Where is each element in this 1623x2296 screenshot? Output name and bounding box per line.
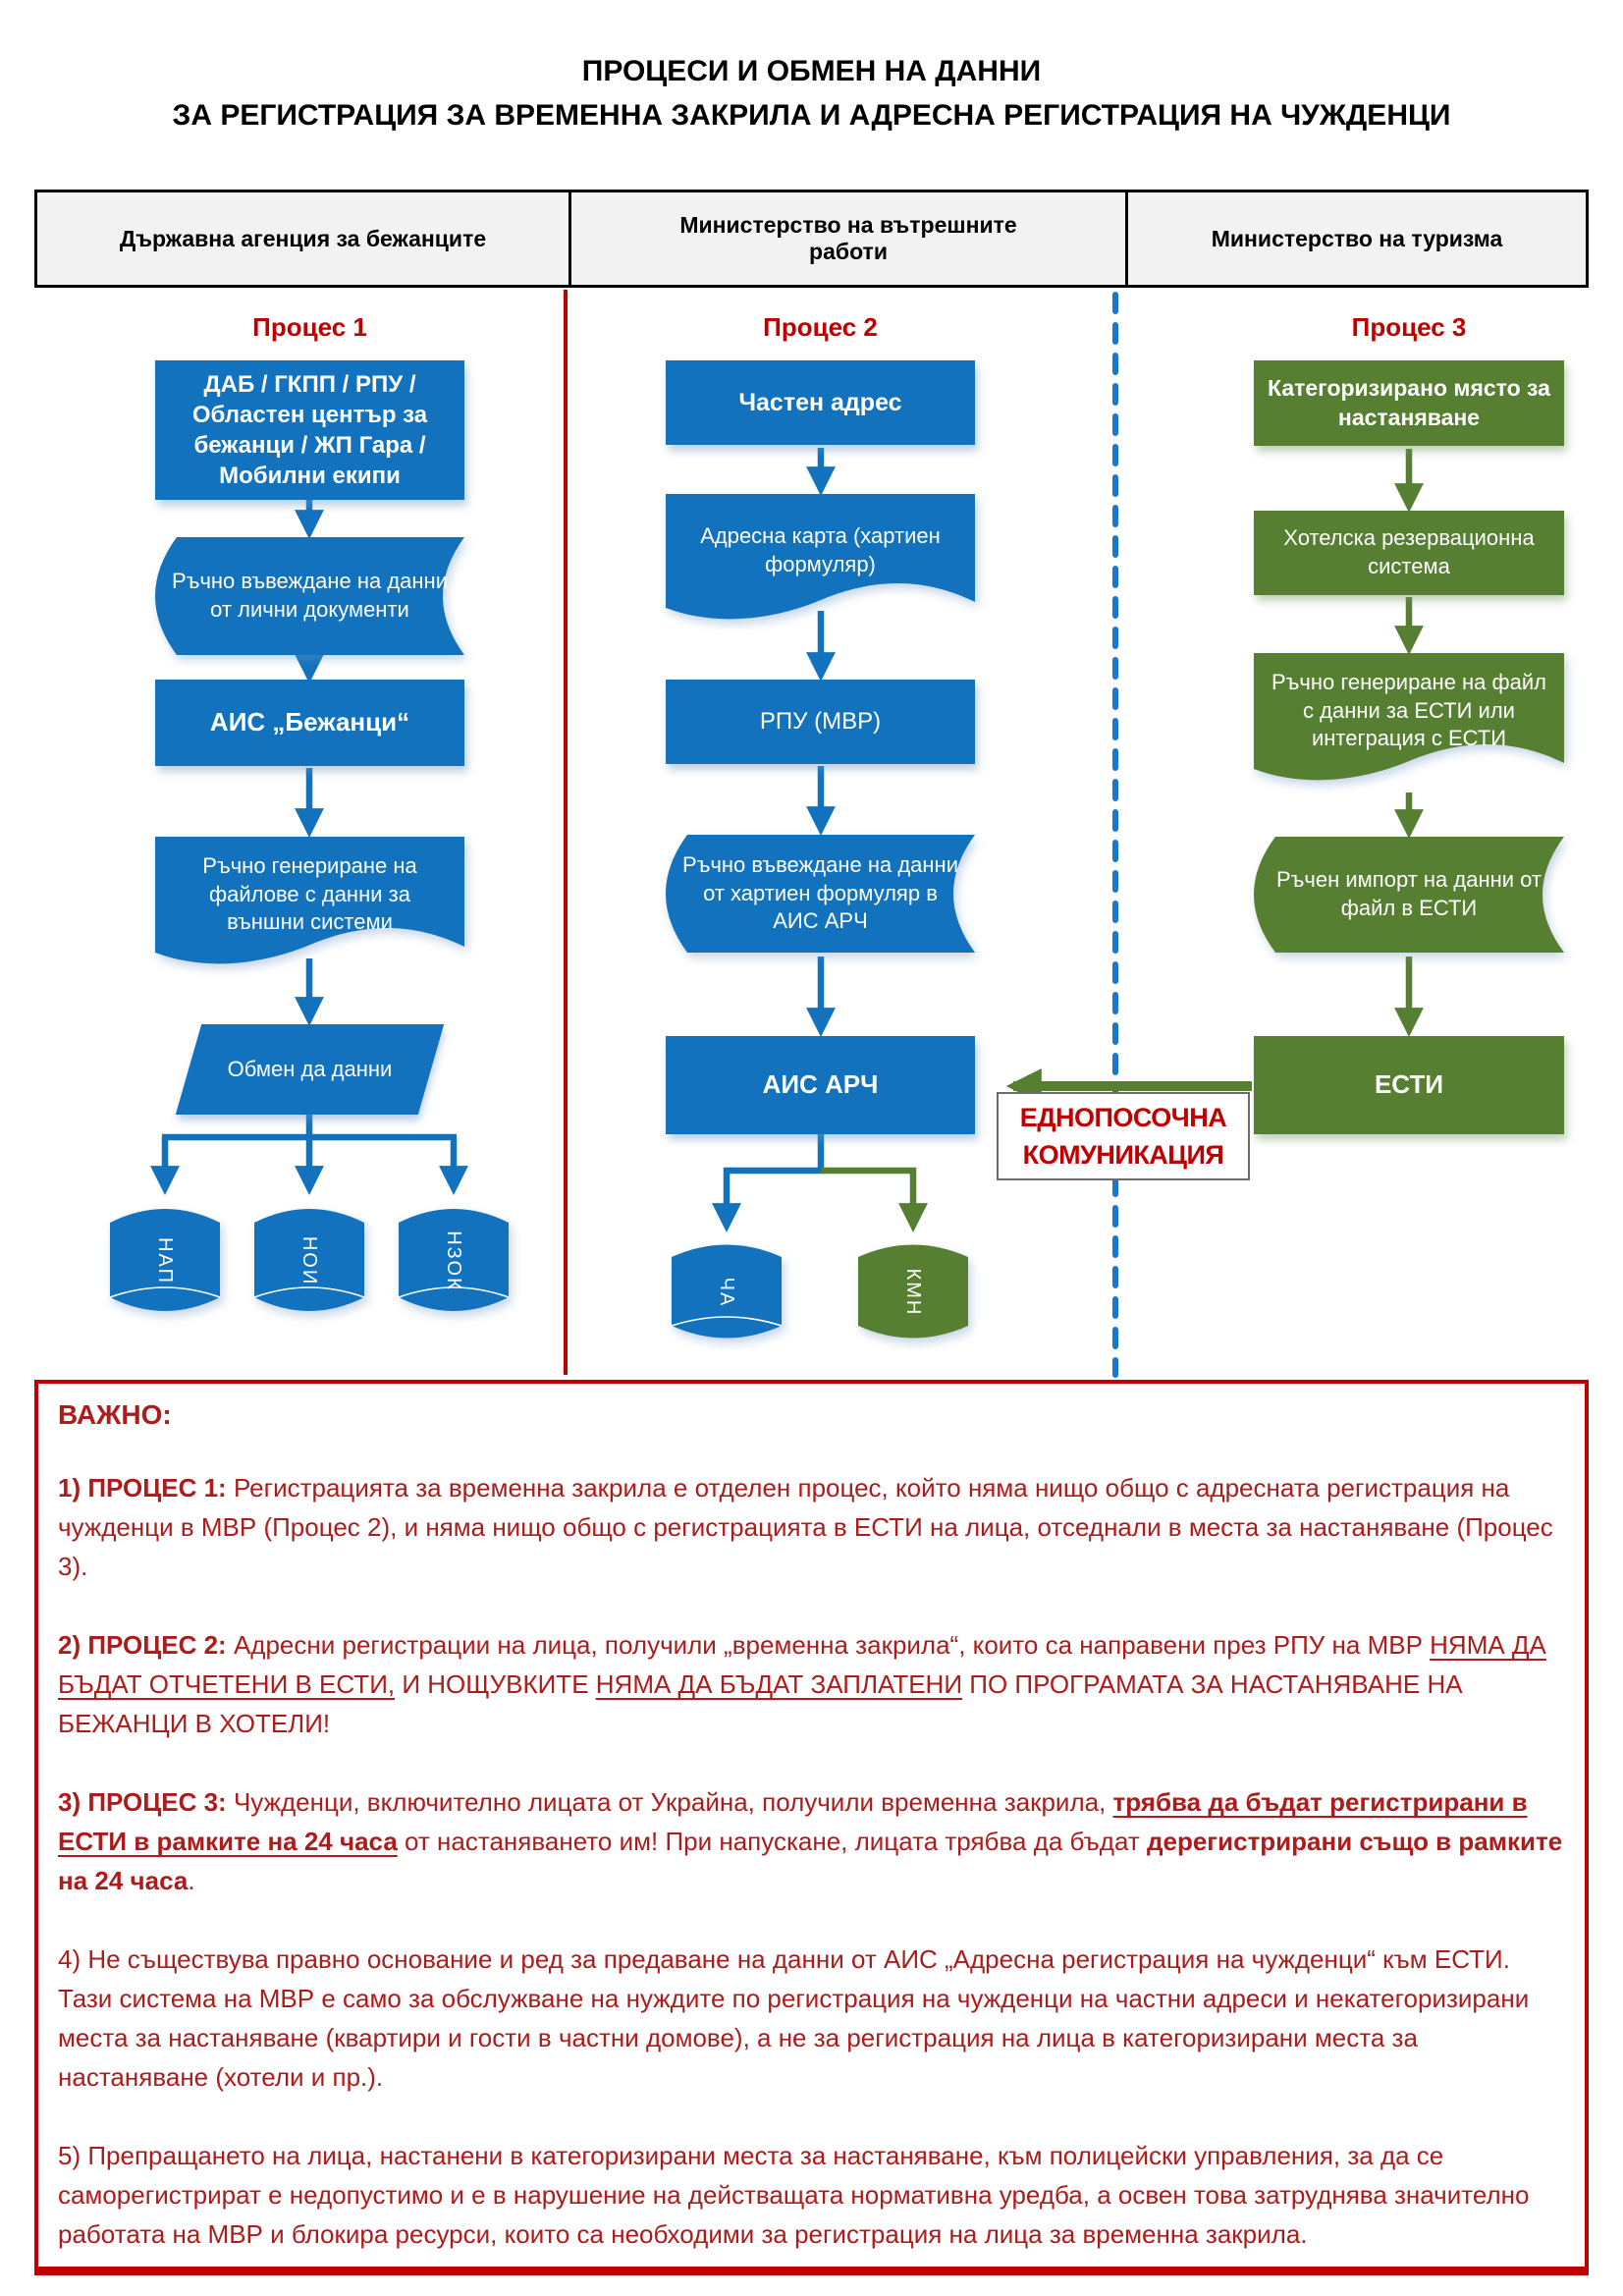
node-label: Ръчно въвеждане на данни от хартиен формуляр в АИС АРЧ: [682, 852, 958, 934]
node-data-exchange: [175, 1024, 445, 1115]
node-label: Ръчно генериране на файл с данни за ЕСТИ или интеграция с ЕСТИ: [1271, 670, 1546, 751]
db-noi: [254, 1203, 364, 1319]
important-box: [34, 1380, 1589, 2275]
db-label: НЗОК: [443, 1230, 465, 1291]
node-hotel-reservation-system: Хотелска резервационна система: [1254, 511, 1564, 595]
callout-line1: ЕДНОПОСОЧНА: [1019, 1103, 1227, 1132]
node-label: Ръчен импорт на данни от файл в ЕСТИ: [1276, 867, 1542, 920]
callout-oneway-communication: [997, 1092, 1250, 1180]
paragraph-note-5: 5) Препращането на лица, настанени в категоризирани места за настаняване, към полицейски управления, за да се саморегистрират е недопустимо и е в нарушение на действащата нормативна уредба, а освен това затруднява значително работата на МВР и блокира ресурси, които са необходими за регистрация на лица за временна закрила.: [58, 2141, 1530, 2249]
process2-title: Процес 2: [763, 312, 878, 342]
node-manual-file-generation: [155, 837, 464, 974]
node-manual-import-esti: [1254, 837, 1564, 953]
page-title-line2: ЗА РЕГИСТРАЦИЯ ЗА ВРЕМЕННА ЗАКРИЛА И АДРЕСНА РЕГИСТРАЦИЯ НА ЧУЖДЕНЦИ: [172, 99, 1451, 132]
process2-kmn-arrow: [821, 1171, 913, 1224]
node-ais-arch: АИС АРЧ: [666, 1036, 975, 1134]
node-label: Ръчно генериране на файлове с данни за външни системи: [202, 853, 417, 935]
node-rpu-mvr: РПУ (МВР): [666, 680, 975, 764]
paragraph-process-2: 2) ПРОЦЕС 2: Адресни регистрации на лица, получили „временна закрила“, които са направени през РПУ на МВР НЯМА ДА БЪДАТ ОТЧЕТЕНИ В ЕСТИ, И НОЩУВКИТЕ НЯМА ДА БЪДАТ ЗАПЛАТЕНИ ПО ПРОГРАМАТА ЗА НАСТАНЯВАНЕ НА БЕЖАНЦИ В ХОТЕЛИ!: [58, 1630, 1546, 1738]
header-cell-label: Министерство на туризма: [1211, 225, 1503, 251]
db-label: ЧА: [716, 1277, 738, 1308]
node-esti: ЕСТИ: [1254, 1036, 1564, 1134]
node-manual-entry-paper-form: [666, 835, 975, 953]
node-dab-gkpp-rpu: ДАБ / ГКПП / РПУ / Областен център за бежанци / ЖП Гара / Мобилни екипи: [155, 360, 464, 500]
process1-title: Процес 1: [252, 312, 367, 342]
paragraph-process-3: 3) ПРОЦЕС 3: Чужденци, включително лицата от Украйна, получили временна закрила, трябва да бъдат регистрирани в ЕСТИ в рамките на 24 часа от настаняването им! При напускане, лицата трябва да бъдат дерегистрирани също в рамките на 24 часа.: [58, 1787, 1563, 1895]
db-label: КМН: [902, 1268, 925, 1317]
node-private-address: Частен адрес: [666, 360, 975, 445]
db-label: НАП: [154, 1237, 177, 1285]
paragraph-note-4: 4) Не съществува правно основание и ред за предаване на данни от АИС „Адресна регистрация на чужденци“ към ЕСТИ. Тази система на МВР е само за обслужване на нуждите по регистрация на чужденци на частни адреси и некатегоризирани места за настаняване (квартири и гости в частни домове), а не за регистрация на лица в категоризирани места за настаняване (хотели и пр.).: [58, 1944, 1530, 2092]
db-cha: [672, 1239, 782, 1345]
node-categorized-accommodation: Категоризирано място за настаняване: [1254, 360, 1564, 446]
important-heading: ВАЖНО:: [58, 1399, 172, 1430]
page-title-line1: ПРОЦЕСИ И ОБМЕН НА ДАННИ: [581, 55, 1042, 87]
callout-line2: КОМУНИКАЦИЯ: [1022, 1140, 1224, 1170]
db-label: НОИ: [298, 1235, 321, 1286]
db-nap: [110, 1203, 220, 1319]
node-address-card: [666, 494, 975, 629]
node-label: Адресна карта (хартиен формуляр): [700, 523, 941, 576]
node-manual-entry-personal-docs: [155, 537, 464, 655]
process3-title: Процес 3: [1351, 312, 1467, 342]
header-cell-label: Държавна агенция за бежанците: [119, 225, 487, 251]
node-label: Ръчно въвеждане на данни от лични документи: [172, 569, 448, 622]
node-ais-bezhanci: АИС „Бежанци“: [155, 680, 464, 766]
paragraph-process-1: 1) ПРОЦЕС 1: Регистрацията за временна закрила е отделен процес, който няма нищо общо с адресната регистрация на чужденци в МВР (Процес 2), и няма нищо общо с регистрацията в ЕСТИ на лица, отседнали в места за настаняване (Процес 3).: [58, 1473, 1553, 1581]
node-label: Обмен да данни: [227, 1057, 393, 1081]
db-nzok: [399, 1203, 509, 1319]
header-cell-label: Министерство на вътрешните работи: [679, 212, 1017, 264]
db-kmn: [858, 1239, 968, 1345]
node-manual-file-generation-esti: [1254, 653, 1564, 791]
